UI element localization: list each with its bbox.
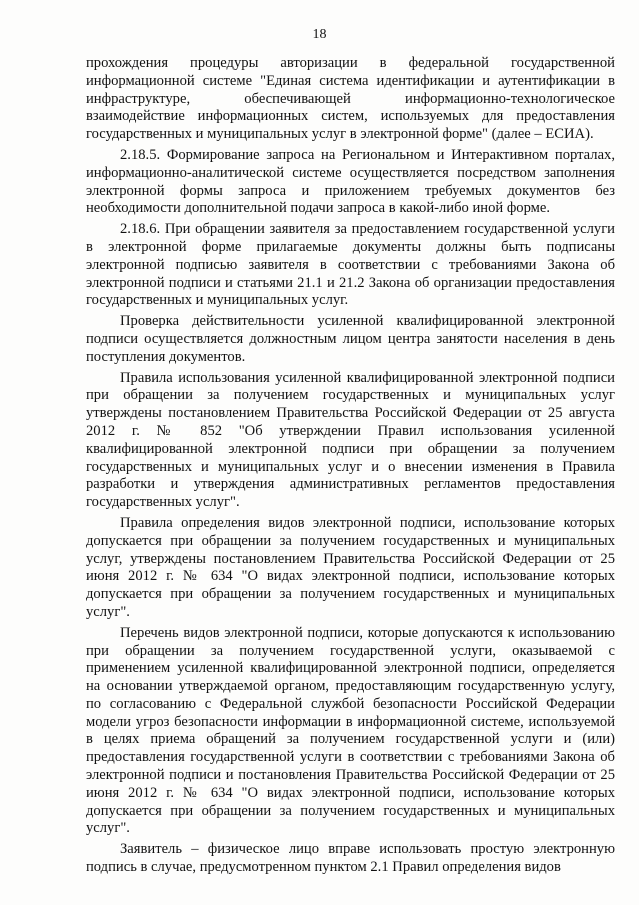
paragraph-esia-continuation: прохождения процедуры авторизации в федеральной государственной информационной системе "Единая система идентификации и аутентификации в инфраструктуре, обеспечивающей информационно-технологическое взаимодействие информационных систем, используемых для предоставления государственных и муниципальных услуг в электронной форме" (далее – ЕСИА). (86, 55, 615, 143)
document-body (86, 55, 615, 880)
page-number: 18 (312, 27, 327, 42)
paragraph-signature-verification: Проверка действительности усиленной квалифицированной электронной подписи осуществляется должностным лицом центра занятости населения в день поступления документов. (86, 313, 615, 365)
paragraph-signature-rules-852: Правила использования усиленной квалифицированной электронной подписи при обращении за получением государственных и муниципальных услуг утверждены постановлением Правительства Российской Федерации от 25 августа 2012 г. № 852 "Об утверждении Правил использования усиленной квалифицированной электронной подписи при обращении за получением государственных и муниципальных услуг и о внесении изменения в Правила разработки и утверждения административных регламентов предоставления государственных услуг". (86, 369, 615, 511)
paragraph-signature-types-list: Перечень видов электронной подписи, которые допускаются к использованию при обращении за получением государственной услуги, оказываемой с применением усиленной квалифицированной электронной подписи, определяется на основании утверждаемой органом, предоставляющим государственную услугу, по согласованию с Федеральной службой безопасности Российской Федерации модели угроз безопасности информации в информационной системе, используемой в целях приема обращений за получением государственной услуги и (или) предоставления государственной услуги в соответствии с требованиями Закона об электронной подписи и постановления Правительства Российской Федерации от 25 июня 2012 г. № 634 "О видах электронной подписи, использование которых допускается при обращении за получением государственных и муниципальных услуг". (86, 624, 615, 837)
paragraph-signature-types-634: Правила определения видов электронной подписи, использование которых допускается при обращении за получением государственных и муниципальных услуг, утверждены постановлением Правительства Российской Федерации от 25 июня 2012 г. № 634 "О видах электронной подписи, использование которых допускается при обращении за получением государственных и муниципальных услуг". (86, 514, 615, 620)
paragraph-simple-signature: Заявитель – физическое лицо вправе использовать простую электронную подпись в случае, предусмотренном пунктом 2.1 Правил определения видов (86, 841, 615, 876)
paragraph-2-18-6: 2.18.6. При обращении заявителя за предоставлением государственной услуги в электронной форме прилагаемые документы должны быть подписаны электронной подписью заявителя в соответствии с требованиями Закона об электронной подписи и статьями 21.1 и 21.2 Закона об организации предоставления государственных и муниципальных услуг. (86, 221, 615, 309)
paragraph-2-18-5: 2.18.5. Формирование запроса на Региональном и Интерактивном порталах, информационно-аналитической системе осуществляется посредством заполнения электронной формы запроса и приложением требуемых документов без необходимости дополнительной подачи запроса в какой-либо иной форме. (86, 146, 615, 217)
